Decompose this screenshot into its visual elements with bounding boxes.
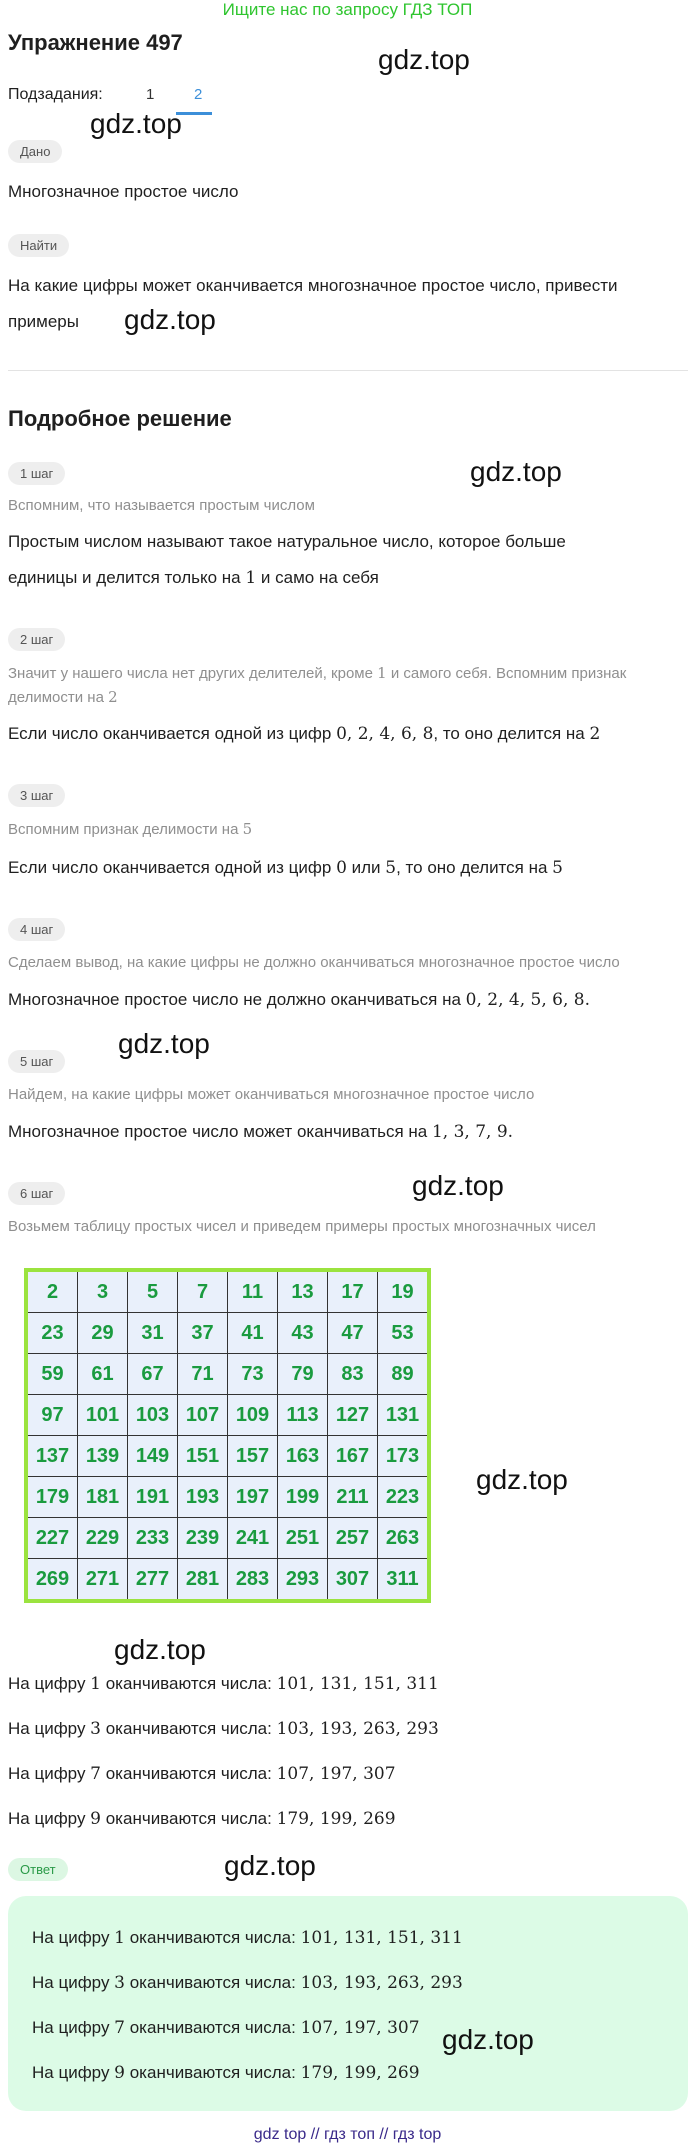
text-part: Многозначное простое число не должно оканчиваться на bbox=[8, 990, 466, 1009]
prime-cell: 197 bbox=[228, 1477, 278, 1518]
math-number: 101, 131, 151, 311 bbox=[300, 1928, 463, 1948]
step-text bbox=[8, 982, 590, 1018]
prime-cell: 103 bbox=[128, 1395, 178, 1436]
math-number: 5 bbox=[552, 858, 563, 878]
prime-cell: 19 bbox=[378, 1270, 430, 1313]
primes-row bbox=[26, 1436, 429, 1477]
prime-cell: 251 bbox=[278, 1518, 328, 1559]
math-number: 9 bbox=[114, 2063, 125, 2083]
answer-line-9 bbox=[32, 2055, 420, 2091]
text-part: Многозначное простое число может оканчиваться на bbox=[8, 1122, 432, 1141]
math-number: 107, 197, 307 bbox=[276, 1764, 396, 1784]
math-number: 107, 197, 307 bbox=[300, 2018, 420, 2038]
text-part: Если число оканчивается одной из цифр bbox=[8, 858, 337, 877]
watermark: gdz.top bbox=[114, 1634, 206, 1665]
primes-row bbox=[26, 1477, 429, 1518]
text-part: На цифру bbox=[8, 1674, 91, 1693]
math-number: 1 bbox=[245, 568, 257, 588]
text-part: На цифру bbox=[8, 1719, 91, 1738]
prime-cell: 157 bbox=[228, 1436, 278, 1477]
watermark: gdz.top bbox=[442, 2024, 534, 2055]
text-part: оканчиваются числа: bbox=[125, 1928, 301, 1947]
ending-line-3 bbox=[8, 1711, 439, 1747]
math-number: 9 bbox=[90, 1809, 101, 1829]
prime-cell: 269 bbox=[26, 1559, 78, 1602]
prime-cell: 113 bbox=[278, 1395, 328, 1436]
text-part: и само на себя bbox=[256, 568, 379, 587]
prime-cell: 29 bbox=[78, 1313, 128, 1354]
math-number: 103, 193, 263, 293 bbox=[300, 1973, 463, 1993]
answer-badge: Ответ bbox=[8, 1858, 68, 1881]
primes-row bbox=[26, 1559, 429, 1602]
answer-line-3 bbox=[32, 1965, 463, 2001]
prime-cell: 239 bbox=[178, 1518, 228, 1559]
given-badge: Дано bbox=[8, 140, 62, 163]
math-number: 0 bbox=[336, 858, 347, 878]
text-part: оканчиваются числа: bbox=[101, 1674, 277, 1693]
prime-cell: 149 bbox=[128, 1436, 178, 1477]
prime-cell: 47 bbox=[328, 1313, 378, 1354]
watermark: gdz.top bbox=[224, 1850, 316, 1881]
step-hint-line1 bbox=[8, 660, 626, 687]
prime-cell: 73 bbox=[228, 1354, 278, 1395]
prime-cell: 59 bbox=[26, 1354, 78, 1395]
primes-row bbox=[26, 1270, 429, 1313]
prime-cell: 131 bbox=[378, 1395, 430, 1436]
math-number: 5 bbox=[385, 858, 397, 878]
prime-cell: 101 bbox=[78, 1395, 128, 1436]
prime-cell: 43 bbox=[278, 1313, 328, 1354]
prime-cell: 5 bbox=[128, 1270, 178, 1313]
prime-cell: 277 bbox=[128, 1559, 178, 1602]
text-part: На цифру bbox=[32, 2063, 115, 2082]
prime-cell: 139 bbox=[78, 1436, 128, 1477]
prime-cell: 41 bbox=[228, 1313, 278, 1354]
watermark: gdz.top bbox=[476, 1464, 568, 1495]
watermark: gdz.top bbox=[90, 108, 182, 139]
prime-cell: 173 bbox=[378, 1436, 430, 1477]
given-text: Многозначное простое число bbox=[8, 182, 239, 201]
text-part: оканчиваются числа: bbox=[101, 1719, 277, 1738]
step-hint: Найдем, на какие цифры может оканчиваться многозначное простое число bbox=[8, 1086, 535, 1103]
prime-cell: 13 bbox=[278, 1270, 328, 1313]
prime-cell: 179 bbox=[26, 1477, 78, 1518]
watermark: gdz.top bbox=[118, 1028, 210, 1059]
prime-cell: 283 bbox=[228, 1559, 278, 1602]
divider bbox=[8, 370, 688, 371]
primes-row bbox=[26, 1313, 429, 1354]
prime-cell: 107 bbox=[178, 1395, 228, 1436]
primes-row bbox=[26, 1354, 429, 1395]
step-hint: Сделаем вывод, на какие цифры не должно оканчиваться многозначное простое число bbox=[8, 954, 620, 971]
math-number: 179, 199, 269 bbox=[276, 1809, 396, 1829]
prime-cell: 191 bbox=[128, 1477, 178, 1518]
prime-cell: 53 bbox=[378, 1313, 430, 1354]
step-badge: 1 шаг bbox=[8, 462, 65, 485]
prime-cell: 37 bbox=[178, 1313, 228, 1354]
prime-cell: 293 bbox=[278, 1559, 328, 1602]
math-number: 3 bbox=[90, 1719, 101, 1739]
text-part: делимости на bbox=[8, 689, 109, 706]
text-part: , то оно делится на bbox=[396, 858, 553, 877]
text-part: оканчиваются числа: bbox=[101, 1764, 277, 1783]
prime-cell: 83 bbox=[328, 1354, 378, 1395]
primes-row bbox=[26, 1518, 429, 1559]
text-part: Если число оканчивается одной из цифр bbox=[8, 724, 337, 743]
step-text-line1: Простым числом называют такое натуральное число, которое больше bbox=[8, 532, 566, 551]
math-number: 2 bbox=[589, 724, 601, 744]
text-part: На цифру bbox=[8, 1809, 91, 1828]
answer-line-1 bbox=[32, 1920, 463, 1956]
prime-cell: 167 bbox=[328, 1436, 378, 1477]
step-badge: 6 шаг bbox=[8, 1182, 65, 1205]
prime-cell: 281 bbox=[178, 1559, 228, 1602]
prime-cell: 163 bbox=[278, 1436, 328, 1477]
find-text-line1: На какие цифры может оканчивается многозначное простое число, привести bbox=[8, 276, 618, 295]
prime-cell: 193 bbox=[178, 1477, 228, 1518]
prime-cell: 223 bbox=[378, 1477, 430, 1518]
step-badge: 3 шаг bbox=[8, 784, 65, 807]
prime-cell: 67 bbox=[128, 1354, 178, 1395]
prime-cell: 311 bbox=[378, 1559, 430, 1602]
ending-line-9 bbox=[8, 1801, 396, 1837]
text-part: Значит у нашего числа нет других делителей, кроме bbox=[8, 665, 378, 682]
footer-links[interactable]: gdz top // гдз топ // гдз top bbox=[253, 2126, 442, 2143]
step-badge: 2 шаг bbox=[8, 628, 65, 651]
text-part: единицы и делится только на bbox=[8, 568, 246, 587]
text-part: На цифру bbox=[8, 1764, 91, 1783]
prime-cell: 233 bbox=[128, 1518, 178, 1559]
step-badge: 4 шаг bbox=[8, 918, 65, 941]
answer-line-7 bbox=[32, 2010, 420, 2046]
prime-cell: 151 bbox=[178, 1436, 228, 1477]
prime-cell: 127 bbox=[328, 1395, 378, 1436]
math-number: 1 bbox=[90, 1674, 101, 1694]
text-part: , то оно делится на bbox=[433, 724, 590, 743]
math-number: 7 bbox=[90, 1764, 101, 1784]
watermark: gdz.top bbox=[124, 304, 216, 335]
solution-title: Подробное решение bbox=[8, 406, 232, 431]
prime-cell: 7 bbox=[178, 1270, 228, 1313]
ending-line-1 bbox=[8, 1666, 439, 1702]
ending-line-7 bbox=[8, 1756, 396, 1792]
text-part: оканчиваются числа: bbox=[125, 2063, 301, 2082]
prime-cell: 17 bbox=[328, 1270, 378, 1313]
step-hint bbox=[8, 816, 252, 843]
step-text-line2 bbox=[8, 560, 379, 596]
math-number: 1 bbox=[114, 1928, 125, 1948]
prime-cell: 199 bbox=[278, 1477, 328, 1518]
prime-cell: 61 bbox=[78, 1354, 128, 1395]
math-number: 179, 199, 269 bbox=[300, 2063, 420, 2083]
prime-cell: 227 bbox=[26, 1518, 78, 1559]
prime-cell: 3 bbox=[78, 1270, 128, 1313]
text-part: Вспомним признак делимости на bbox=[8, 821, 243, 838]
prime-cell: 11 bbox=[228, 1270, 278, 1313]
find-text-line2: примеры bbox=[8, 312, 79, 331]
step-text bbox=[8, 1114, 513, 1150]
text-part: На цифру bbox=[32, 1928, 115, 1947]
prime-cell: 257 bbox=[328, 1518, 378, 1559]
text-part: На цифру bbox=[32, 1973, 115, 1992]
tab-subtask-1[interactable]: 1 bbox=[146, 86, 155, 103]
math-number: 0, 2, 4, 5, 6, 8. bbox=[465, 990, 591, 1010]
step-text bbox=[8, 716, 600, 752]
page-title: Упражнение 497 bbox=[8, 30, 183, 55]
math-number: 5 bbox=[242, 820, 253, 838]
math-number: 103, 193, 263, 293 bbox=[276, 1719, 439, 1739]
prime-cell: 181 bbox=[78, 1477, 128, 1518]
step-hint: Вспомним, что называется простым числом bbox=[8, 497, 315, 514]
math-number: 3 bbox=[114, 1973, 125, 1993]
text-part: На цифру bbox=[32, 2018, 115, 2037]
math-number: 1 bbox=[377, 664, 387, 682]
text-part: или bbox=[346, 858, 386, 877]
prime-cell: 307 bbox=[328, 1559, 378, 1602]
find-badge: Найти bbox=[8, 234, 69, 257]
prime-cell: 263 bbox=[378, 1518, 430, 1559]
prime-cell: 23 bbox=[26, 1313, 78, 1354]
prime-cell: 229 bbox=[78, 1518, 128, 1559]
search-banner: Ищите нас по запросу ГДЗ ТОП bbox=[222, 0, 473, 19]
prime-cell: 137 bbox=[26, 1436, 78, 1477]
prime-cell: 89 bbox=[378, 1354, 430, 1395]
prime-cell: 109 bbox=[228, 1395, 278, 1436]
math-number: 2 bbox=[108, 688, 118, 706]
prime-cell: 241 bbox=[228, 1518, 278, 1559]
watermark: gdz.top bbox=[412, 1170, 504, 1201]
math-number: 7 bbox=[114, 2018, 125, 2038]
primes-row bbox=[26, 1395, 429, 1436]
text-part: оканчиваются числа: bbox=[125, 1973, 301, 1992]
text-part: и самого себя. Вспомним признак bbox=[386, 665, 627, 682]
text-part: оканчиваются числа: bbox=[125, 2018, 301, 2037]
watermark: gdz.top bbox=[378, 44, 470, 75]
math-number: 1, 3, 7, 9. bbox=[431, 1122, 514, 1142]
prime-cell: 211 bbox=[328, 1477, 378, 1518]
prime-cell: 31 bbox=[128, 1313, 178, 1354]
watermark: gdz.top bbox=[470, 456, 562, 487]
text-part: оканчиваются числа: bbox=[101, 1809, 277, 1828]
step-hint: Возьмем таблицу простых чисел и приведем примеры простых многозначных чисел bbox=[8, 1218, 596, 1235]
math-number: 101, 131, 151, 311 bbox=[276, 1674, 439, 1694]
prime-cell: 71 bbox=[178, 1354, 228, 1395]
primes-table bbox=[24, 1268, 431, 1603]
step-text bbox=[8, 850, 563, 886]
prime-cell: 79 bbox=[278, 1354, 328, 1395]
prime-cell: 2 bbox=[26, 1270, 78, 1313]
step-hint-line2 bbox=[8, 684, 118, 711]
tab-subtask-2[interactable]: 2 bbox=[194, 86, 203, 103]
prime-cell: 271 bbox=[78, 1559, 128, 1602]
prime-cell: 97 bbox=[26, 1395, 78, 1436]
step-badge: 5 шаг bbox=[8, 1050, 65, 1073]
math-number: 0, 2, 4, 6, 8 bbox=[336, 724, 434, 744]
subtasks-label: Подзадания: bbox=[8, 86, 103, 103]
